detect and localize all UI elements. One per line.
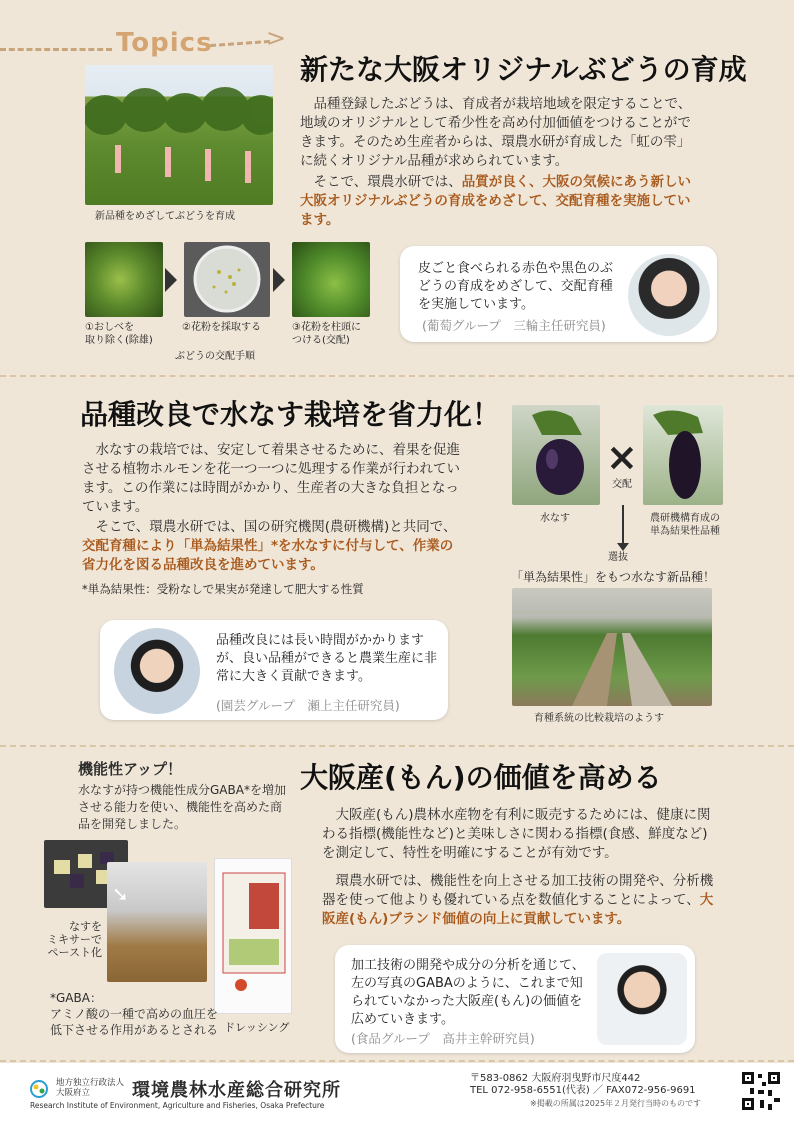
org-name-english: Research Institute of Environment, Agriculture and Fisheries, Osaka Prefecture <box>30 1101 325 1110</box>
quote-2-text: 品種改良には長い時間がかかりますが、良い品種ができると農業生産に非常に大きく貢献できます。 <box>216 633 438 684</box>
step-3-photo <box>292 242 370 317</box>
step-1-label: ①おしべを 取り除く(除雄) <box>85 322 153 346</box>
topics-label: Topics <box>116 28 213 58</box>
eggplant-left-label: 水なす <box>540 513 570 524</box>
org-small-text <box>56 1078 124 1098</box>
section-2-paragraph-1: 水なすの栽培では、安定して着果させるために、着果を促進させる植物ホルモンを花一つ一つに処理する作業が行われています。この作業には時間がかかり、生産者の大きな負担となっています。 <box>82 442 460 515</box>
footer-note: ※掲載の所属は2025年２月発行当時のものです <box>530 1099 702 1108</box>
section-1-paragraph-2 <box>300 173 700 230</box>
quote-3-author: (食品グループ 高井主幹研究員) <box>351 1031 535 1046</box>
section-2-paragraph-2 <box>82 518 462 575</box>
step-1-photo <box>85 242 163 317</box>
section-2-paragraph-2-lead: そこで、環農水研では、国の研究機関(農研機構)と共同で、 <box>95 519 457 535</box>
section-divider-1 <box>0 375 794 377</box>
step-3-label: ③花粉を柱頭に つける(交配) <box>292 322 361 346</box>
parthenocarpy-note: *単為結果性：受粉なしで果実が発達して肥大する性質 <box>82 582 364 596</box>
quote-bubble-2 <box>100 620 448 720</box>
vineyard-photo <box>85 65 273 205</box>
section-1-paragraph-2-highlight: 品質が良く、大阪の気候にあう新しい大阪オリジナルぶどうの育成をめざして、交配育種を実施しています。 <box>300 174 691 228</box>
quote-1-author: (葡萄グループ 三輪主任研究員) <box>422 318 606 333</box>
footer-divider <box>0 1060 794 1062</box>
section-2-title: 品種改良で水なす栽培を省力化！ <box>80 398 501 431</box>
eggplant-right-label: 農研機構育成の 単為結果性品種 <box>650 513 720 537</box>
arrow-icon: ➘ <box>112 882 129 906</box>
arrow-down-icon <box>617 543 629 551</box>
section-3-title: 大阪産(もん)の価値を高める <box>300 761 662 794</box>
org-small-1: 地方独立行政法人 <box>56 1078 125 1088</box>
section-1-paragraph-2-lead: そこで、環農水研では、 <box>313 174 462 190</box>
section-3-paragraph-2-lead: 環農水研では、機能性を向上させる加工技術の開発や、分析機器を使って他よりも優れている点を数値化することによって、 <box>322 873 714 908</box>
qr-code[interactable] <box>740 1070 782 1112</box>
org-name: 環境農林水産総合研究所 <box>132 1080 341 1101</box>
quote-bubble-3 <box>335 945 695 1053</box>
steps-caption: ぶどうの交配手順 <box>175 351 255 362</box>
triangle-right-icon <box>165 268 177 292</box>
cross-icon: × <box>606 435 638 479</box>
arrow-right-icon: > <box>266 24 287 52</box>
cross-label: 交配 <box>612 479 632 490</box>
arrow-line <box>622 505 624 545</box>
section-2-paragraph-2-highlight: 交配育種により「単為結果性」*を水なすに付与して、作業の省力化を図る品種改良を進めています。 <box>82 538 454 573</box>
section-1-paragraph-1: 品種登録したぶどうは、育成者が栽培地域を限定することで、地域のオリジナルとして希少性を高め付加価値をつけることができます。そのため生産者からは、環農水研が育成した「虹の雫」に続くオリジナル品種が求められています。 <box>300 96 692 169</box>
triangle-right-icon <box>273 268 285 292</box>
vineyard-caption: 新品種をめざしてぶどうを育成 <box>95 211 235 222</box>
functionality-text: 水なすが持つ機能性成分GABA*を増加させる能力を使い、機能性を高めた商品を開発しました。 <box>78 783 286 831</box>
step-2-label: ②花粉を採取する <box>182 322 261 333</box>
functionality-title: 機能性アップ！ <box>78 760 182 778</box>
field-photo <box>512 588 712 706</box>
org-contact <box>470 1073 696 1097</box>
select-label: 選抜 <box>608 552 628 563</box>
section-1-title: 新たな大阪オリジナルぶどうの育成 <box>300 53 747 86</box>
researcher-1-avatar <box>628 254 710 336</box>
step-2-photo <box>184 242 270 317</box>
section-3-paragraph-1: 大阪産(もん)農林水産物を有利に販売するためには、健康に関わる指標(機能性など)と美味しさに関わる指標(食感、鮮度など)を測定して、特性を明確にすることが有効です。 <box>322 807 711 861</box>
quote-1-text: 皮ごと食べられる赤色や黒色のぶどうの育成をめざして、交配育種を実施しています。 <box>418 261 614 312</box>
researcher-2-avatar <box>114 628 200 714</box>
dressing-label: ドレッシング <box>224 1021 290 1034</box>
topics-dash-right <box>210 40 270 47</box>
org-logo-icon <box>30 1080 48 1098</box>
section-divider-2 <box>0 745 794 747</box>
researcher-3-avatar <box>597 953 687 1045</box>
eggplant-photo-left <box>512 405 600 505</box>
gaba-note: *GABA： アミノ酸の一種で高めの血圧を低下させる作用があるとされる <box>50 991 219 1037</box>
field-caption: 育種系統の比較栽培のようす <box>534 713 664 724</box>
mixer-paste-photo <box>107 862 207 982</box>
quote-bubble-1 <box>400 246 717 342</box>
org-tel-fax: TEL 072-958-6551(代表) ／ FAX072-956-9691 <box>470 1085 696 1096</box>
quote-3-text: 加工技術の開発や成分の分析を通じて、左の写真のGABAのように、これまで知られていなかった大阪産(もん)の価値を広めていきます。 <box>351 958 585 1027</box>
eggplant-photo-right <box>643 405 723 505</box>
quote-2-author: (園芸グループ 瀬上主任研究員) <box>216 698 400 713</box>
topics-header <box>0 14 300 64</box>
section-3-paragraph-2-highlight: 大阪産(もん)ブランド価値の向上に貢献しています。 <box>322 892 714 927</box>
new-variety-label: 「単為結果性」をもつ水なす新品種！ <box>511 570 716 584</box>
topics-dash-left <box>0 48 112 51</box>
section-3-paragraph-2 <box>322 872 720 929</box>
org-address: 〒583-0862 大阪府羽曳野市尺度442 <box>470 1073 641 1084</box>
paste-label: なすを ミキサーで ペースト化 <box>47 920 102 959</box>
org-small-2: 大阪府立 <box>56 1088 91 1098</box>
dressing-product-photo <box>214 858 292 1014</box>
